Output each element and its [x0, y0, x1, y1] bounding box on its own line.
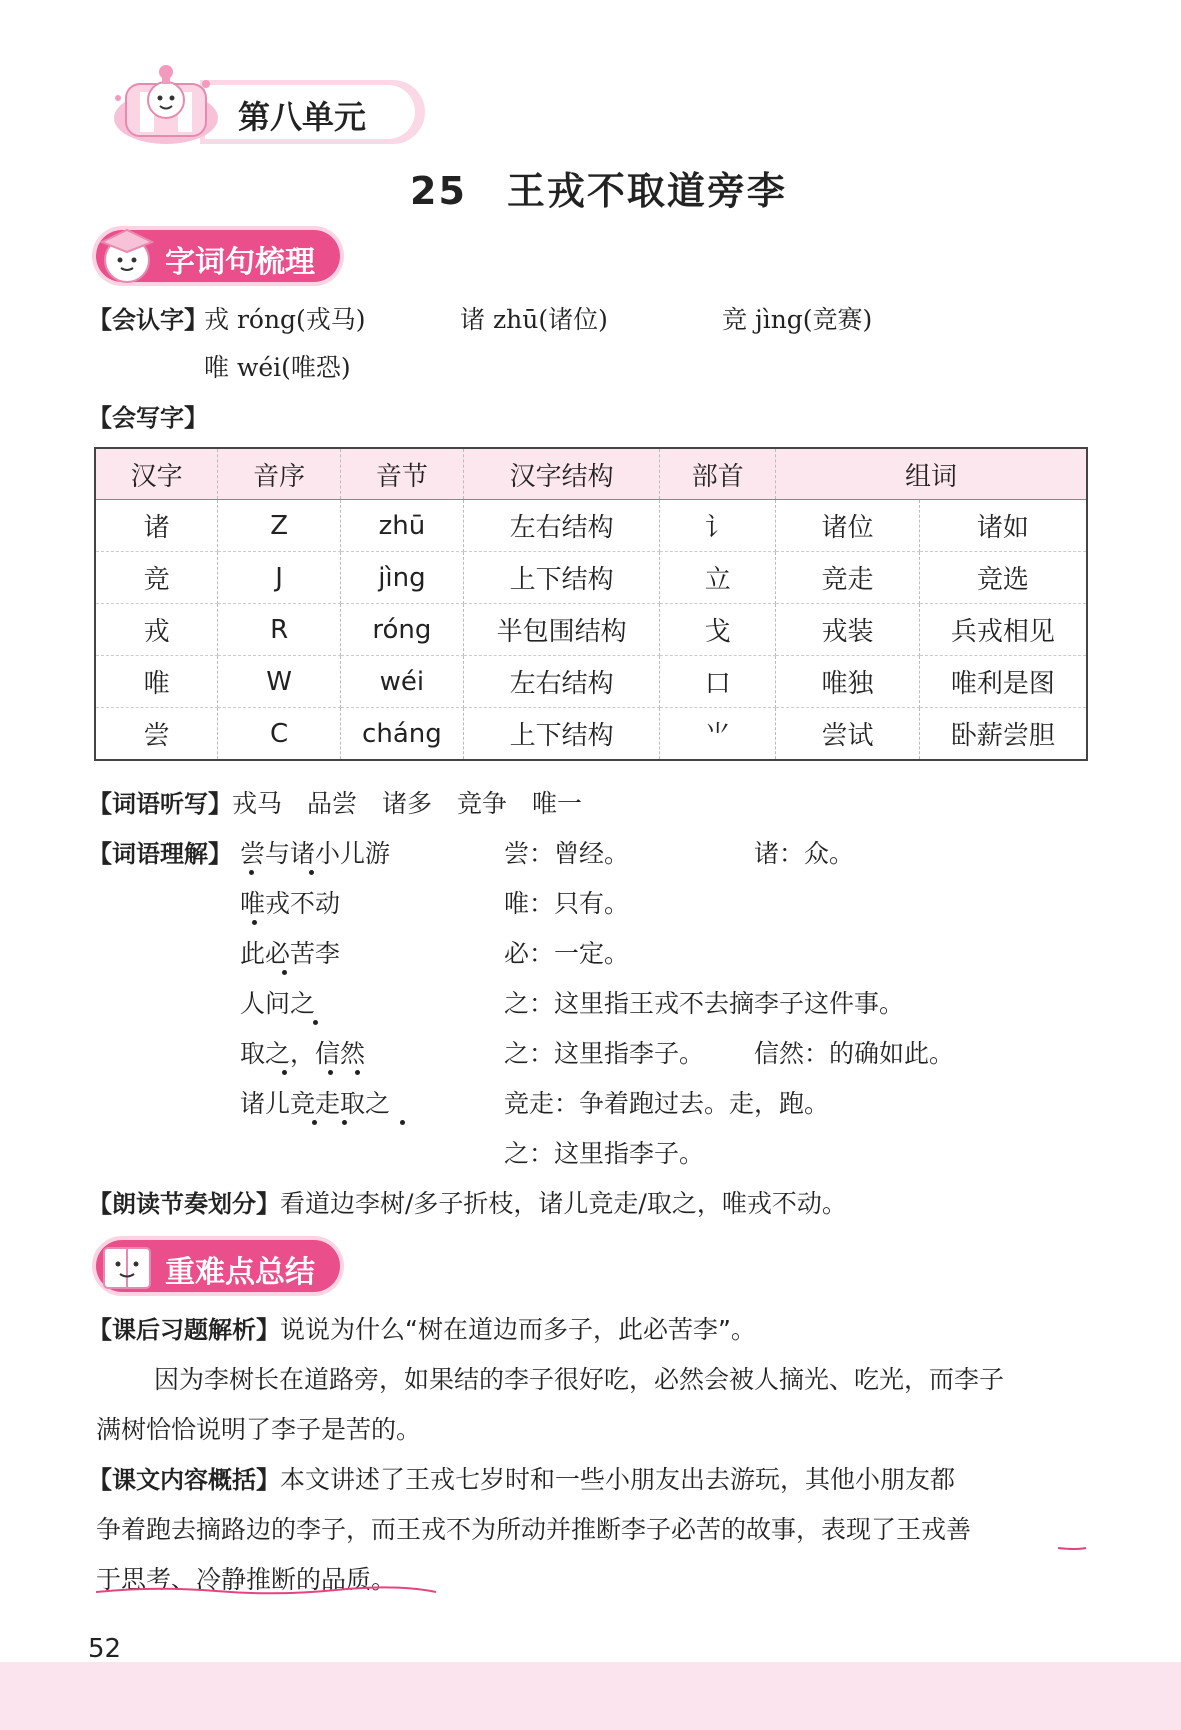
mascot-book-icon [92, 1234, 162, 1298]
table-cell: 竞走 [776, 552, 920, 604]
mascot-hat-icon [94, 224, 160, 288]
table-row [95, 656, 1087, 708]
table-cell: 唯独 [776, 656, 920, 708]
dictation-words: 戎马 品尝 诸多 竞争 唯一 [232, 789, 583, 818]
rhythm-text: 看道边李树/多子折枝，诸儿竞走/取之，唯戎不动。 [280, 1189, 847, 1218]
exercise-answer-line: 因为李树长在道路旁，如果结的李子很好吃，必然会被人摘光、吃光，而李子 [154, 1365, 1005, 1394]
table-cell: 尝试 [776, 708, 920, 761]
table-cell: 卧薪尝胆 [919, 708, 1087, 761]
phrase-item: 诸儿竞走取之 [240, 1089, 391, 1118]
emphasis-dot [313, 1020, 318, 1025]
table-cell: 半包围结构 [463, 604, 660, 656]
recognize-item: 唯 wéi(唯恐) [204, 353, 351, 382]
table-cell: 左右结构 [463, 500, 660, 552]
table-header: 音序 [218, 448, 341, 500]
table-header: 组词 [776, 448, 1087, 500]
write-line [88, 398, 208, 433]
exercise-question: 说说为什么“树在道边而多子，此必苦李”。 [280, 1315, 756, 1344]
meaning-item: 诸：众。 [754, 839, 855, 868]
understand-tag: 【词语理解】 [88, 840, 232, 868]
meaning-item: 尝：曾经。 [504, 839, 630, 868]
table-cell: 诸 [95, 500, 218, 552]
footer-band [0, 1662, 1181, 1730]
underline-mark [96, 1542, 1096, 1602]
table-row [95, 552, 1087, 604]
table-cell: 竞选 [919, 552, 1087, 604]
table-cell: wéi [340, 656, 463, 708]
table-header: 部首 [660, 448, 776, 500]
table-cell: 口 [660, 656, 776, 708]
table-cell: jìng [340, 552, 463, 604]
meaning-item: 之：这里指李子。 [504, 1039, 705, 1068]
table-cell: 竞 [95, 552, 218, 604]
phrase-item: 尝与诸小儿游 [240, 839, 391, 868]
table-cell: 唯利是图 [919, 656, 1087, 708]
recognize-item: 戎 róng(戎马) [204, 305, 366, 334]
lesson-title: 25 王戎不取道旁李 [410, 169, 787, 213]
phrase-item: 此必苦李 [240, 939, 341, 968]
table-cell: 立 [660, 552, 776, 604]
emphasis-dot [282, 1070, 287, 1075]
summary-text-line: 于思考、冷静推断的品质。 [96, 1565, 397, 1594]
page-number: 52 [88, 1634, 122, 1664]
table-cell: 戈 [660, 604, 776, 656]
emphasis-dot [355, 1070, 360, 1075]
phrase-item: 取之，信然 [240, 1039, 366, 1068]
emphasis-dot [282, 970, 287, 975]
summary-text-line: 争着跑去摘路边的李子，而王戎不为所动并推断李子必苦的故事，表现了王戎善 [96, 1515, 972, 1544]
table-cell: J [218, 552, 341, 604]
dictation-tag: 【词语听写】 [88, 790, 232, 818]
rhythm-tag: 【朗读节奏划分】 [88, 1190, 280, 1218]
recognize-item: 诸 zhū(诸位) [460, 305, 608, 334]
exercise-answer-line: 满树恰恰说明了李子是苦的。 [96, 1415, 422, 1444]
section-label-key-points: 重难点总结 [165, 1255, 315, 1290]
recognize-item: 竞 jìng(竞赛) [722, 305, 873, 334]
emphasis-dot [252, 920, 257, 925]
table-row [95, 604, 1087, 656]
table-cell: 讠 [660, 500, 776, 552]
meaning-item: 之：这里指李子。 [504, 1139, 705, 1168]
table-cell: zhū [340, 500, 463, 552]
table-row [95, 708, 1087, 761]
summary-line [88, 1460, 955, 1496]
characters-table [94, 447, 1088, 761]
write-tag: 【会写字】 [88, 404, 208, 432]
table-cell: 戎 [95, 604, 218, 656]
phrase-item: 人问之 [240, 989, 316, 1018]
table-cell: 诸如 [919, 500, 1087, 552]
table-cell: Z [218, 500, 341, 552]
rhythm-line [88, 1184, 847, 1220]
table-cell: 唯 [95, 656, 218, 708]
recognize-tag: 【会认字】 [88, 306, 208, 334]
emphasis-dot [342, 1120, 347, 1125]
table-cell: C [218, 708, 341, 761]
table-cell: 上下结构 [463, 552, 660, 604]
understand-line [88, 834, 232, 869]
table-cell: 兵戎相见 [919, 604, 1087, 656]
table-cell: ⺌ [660, 708, 776, 761]
recognize-line [88, 300, 208, 335]
exercise-line [88, 1310, 756, 1346]
unit-title: 第八单元 [238, 98, 367, 136]
table-header-row [95, 448, 1087, 500]
table-cell: 尝 [95, 708, 218, 761]
table-cell: W [218, 656, 341, 708]
exercise-tag: 【课后习题解析】 [88, 1316, 280, 1344]
table-cell: 左右结构 [463, 656, 660, 708]
table-row [95, 500, 1087, 552]
meaning-item: 唯：只有。 [504, 889, 630, 918]
table-header: 汉字结构 [463, 448, 660, 500]
emphasis-dot [312, 1120, 317, 1125]
mascot-icon [96, 58, 226, 148]
table-cell: R [218, 604, 341, 656]
table-cell: róng [340, 604, 463, 656]
meaning-item: 必：一定。 [504, 939, 630, 968]
meaning-item: 竞走：争着跑过去。走，跑。 [504, 1089, 830, 1118]
table-cell: 戎装 [776, 604, 920, 656]
table-cell: cháng [340, 708, 463, 761]
table-header: 汉字 [95, 448, 218, 500]
emphasis-dot [249, 870, 254, 875]
summary-text: 本文讲述了王戎七岁时和一些小朋友出去游玩，其他小朋友都 [280, 1465, 956, 1494]
summary-tag: 【课文内容概括】 [88, 1466, 280, 1494]
table-header: 音节 [340, 448, 463, 500]
emphasis-dot [309, 870, 314, 875]
meaning-item: 之：这里指王戎不去摘李子这件事。 [504, 989, 905, 1018]
dictation-line [88, 784, 582, 820]
phrase-item: 唯戎不动 [240, 889, 341, 918]
emphasis-dot [400, 1120, 405, 1125]
table-cell: 诸位 [776, 500, 920, 552]
section-label-vocabulary: 字词句梳理 [165, 245, 315, 280]
emphasis-dot [328, 1070, 333, 1075]
table-cell: 上下结构 [463, 708, 660, 761]
meaning-item: 信然：的确如此。 [754, 1039, 955, 1068]
